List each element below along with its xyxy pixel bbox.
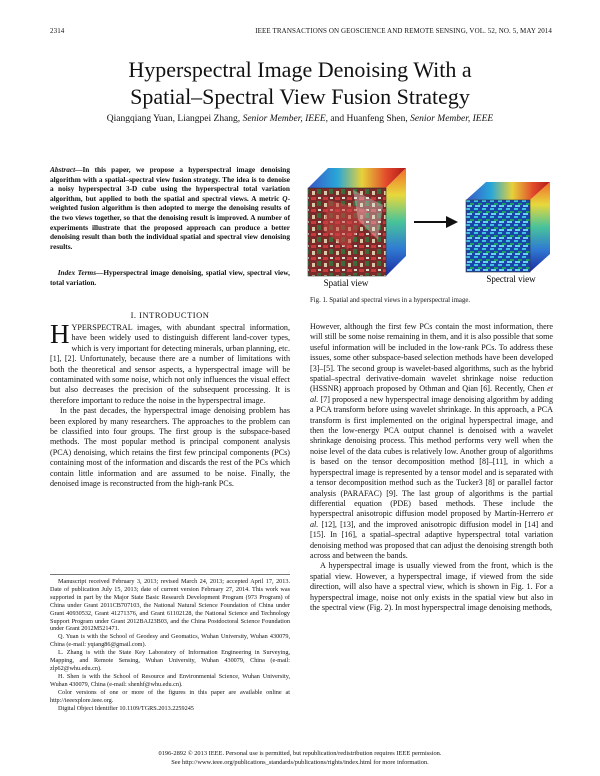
footnote-yuan: Q. Yuan is with the School of Geodesy and Geomatics, Wuhan University, Wuhan 430079, China (e-mail: yqiang86@gmail.com). [50, 633, 290, 649]
figure-1 [298, 160, 558, 292]
footnotes [50, 578, 290, 712]
title-line-2: Spatial–Spectral View Fusion Strategy [130, 84, 470, 109]
intro-paragraph-2: In the past decades, the hyperspectral image denoising problem has been explored by many researchers. The approaches to the problem can be classified into four groups. The first group is the subspace-based methods. The most popular method is principal component analysis (PCA) denoising, which retains the first few principal components (PCs) containing most of the information and discards the rest of the PCs which contain little information and are assumed to be noise. Finally, the denoised image is reconstructed from the high-rank PCs. [50, 406, 290, 489]
abstract [50, 165, 290, 251]
copyright-notice [0, 750, 600, 767]
author-2-role: Senior Member, IEEE [242, 114, 326, 124]
author-2: Liangpei Zhang, [177, 114, 243, 124]
right-p1-c: [12], [13], and the improved anisotropic diffusion model in [14] and [15]. In [16], a spatial–spectral adaptive hyperspectral total variation denoising method was proposed that can adjust the denoising strength both across and between the bands. [310, 519, 553, 560]
spatial-view-label: Spatial view [323, 278, 369, 288]
spectral-view-label: Spectral view [486, 274, 536, 284]
abstract-text: In this paper, we propose a hyperspectral image denoising algorithm with a spatial–spectral view fusion strategy. The idea is to denoise a noisy hyperspectral 3-D cube using the hyperspectral total variation algorithm, but applied to both the spatial and spectral views. A metric [50, 165, 290, 203]
hyperspectral-cubes-figure [298, 160, 558, 292]
spatial-view-cube [308, 168, 406, 276]
author-3-role: Senior Member, IEEE [410, 114, 494, 124]
left-column [50, 319, 290, 490]
page-number: 2314 [50, 27, 65, 35]
footnote-manuscript: Manuscript received February 3, 2013; revised March 24, 2013; accepted April 17, 2013. Date of publication July 15, 2013; date of current version February 27, 2014. This work was supported in part by the Major State Basic Research Development Program (973 Program) of China under Grant 2011CB707103, the National Natural Science Foundation of China under Grant 40930532, Grant 41271376, and Grant 61102128, the National Science and Technology Support Program under Grant 2012BAJ23B03, and the China Postdoctoral Science Foundation under Grant 2012M521471. [50, 578, 290, 633]
abstract-text-2: -weighted fusion algorithm is then adopted to merge the denoising results of the two views together, so that the denoising result is improved. A number of experiments illustrate that the proposed approach can produce a better denoising result than both the individual spatial and spectral view denoising results. [50, 193, 290, 251]
abstract-label: Abstract [50, 165, 76, 174]
right-p1-b: [7] proposed a new hyperspectral image denoising algorithm by adding a PCA transform before using wavelet shrinkage. In this approach, a PCA transform is first implemented on the original hyperspectral image, and then the low-energy PCA output channel is denoised with a wavelet shrinkage denoising process. This method performs very well when the noise level of the data cubes is relatively low. Another group of algorithms is based on the tensor decomposition method [8]–[11], in which a hyperspectral image is represented by a tensor model and is separated with a tensor decomposition method such as the Tucker3 [8] or parallel factor analysis (PARAFAC) [9]. The last group of algorithms is the partial differential equation (PDE) based methods. These include the hyperspectral anisotropic diffusion model proposed by Martín-Herrero [310, 394, 553, 519]
figure-1-caption: Fig. 1. Spatial and spectral views in a hyperspectral image. [310, 297, 471, 304]
spectral-view-cube [466, 182, 550, 272]
footnote-doi: Digital Object Identifier 10.1109/TGRS.2013.2259245 [58, 704, 194, 712]
author-list [0, 114, 600, 124]
right-column [310, 322, 553, 613]
section-heading: I. INTRODUCTION [130, 310, 210, 320]
intro-paragraph-1 [50, 319, 290, 406]
footnote-divider [50, 574, 290, 575]
dropcap: H [50, 319, 70, 349]
footnote-zhang: L. Zhang is with the State Key Laboratory of Information Engineering in Surveying, Mapping, and Remote Sensing, Wuhan University, Wuhan 430079, China (e-mail: zlp62@whu.edu.cn). [50, 649, 290, 672]
journal-header: IEEE TRANSACTIONS ON GEOSCIENCE AND REMOTE SENSING, VOL. 52, NO. 5, MAY 2014 [255, 27, 552, 35]
paper-title [0, 56, 600, 110]
spectral-cube-front [466, 200, 530, 272]
right-p1-a: However, although the first few PCs contain the most information, there will still be some noise remaining in them, and it is also possible that some useful information will be included in the low-rank PCs. To address these issues, some other subspace-based selection methods have been developed [3]–[5]. The second group is wavelet-based algorithms, such as the hybrid spatial–spectral derivative-domain wavelet shrinkage noise reduction (HSSNR) approach proposed by Othman and Qian [6]. Recently, Chen [310, 322, 553, 394]
copyright-line-1: 0196-2892 © 2013 IEEE. Personal use is permitted, but republication/redistribution requires IEEE permission. [158, 750, 442, 757]
right-p1-etal: et al. [310, 384, 553, 404]
index-terms [50, 268, 290, 287]
abstract-dash: — [75, 165, 83, 174]
right-p1-etal-2: et al. [310, 509, 553, 529]
author-3: , and Huanfeng Shen, [325, 114, 411, 124]
intro-p1-text: YPERSPECTRAL images, with abundant spectral information, have been widely used to distinguish different land-cover types, which is very important for detecting minerals, urban planning, etc. [1], [2]. Unfortunately, because there are a number of limitations with both the theoretical and sensor aspects, a hyperspectral image will be contaminated with some noise, which not only influences the visual effect but also decreases the precision of the subsequent processing. It is therefore important to reduce the noise in the hyperspectral image. [50, 323, 290, 405]
index-terms-text: Hyperspectral image denoising, spatial view, spectral view, total variation. [50, 268, 290, 287]
right-paragraph-1 [310, 322, 553, 561]
title-line-1: Hyperspectral Image Denoising With a [128, 57, 472, 82]
copyright-line-2: See http://www.ieee.org/publications_standards/publications/rights/index.html for more information. [171, 758, 429, 766]
index-terms-dash: — [96, 268, 104, 277]
footnote-color: Color versions of one or more of the figures in this paper are available online at http://ieeexplore.ieee.org. [50, 688, 290, 704]
footnote-shen: H. Shen is with the School of Resource and Environmental Science, Wuhan University, Wuhan 430079, China (e-mail: shenhf@whu.edu.cn). [50, 672, 290, 688]
right-paragraph-2: A hyperspectral image is usually viewed from the front, which is the spatial view. However, a hyperspectral image, if viewed from the side direction, will also have a spectral view, which is shown in Fig. 1. For a hyperspectral image, noise not only exists in the spatial view but also in the spectral view (Fig. 2). In most hyperspectral image denoising methods, [310, 561, 553, 612]
index-terms-label: Index Terms [57, 268, 97, 277]
arrow-icon [414, 216, 458, 228]
author-1: Qiangqiang Yuan, [106, 114, 178, 124]
abstract-q: Q [282, 193, 288, 203]
